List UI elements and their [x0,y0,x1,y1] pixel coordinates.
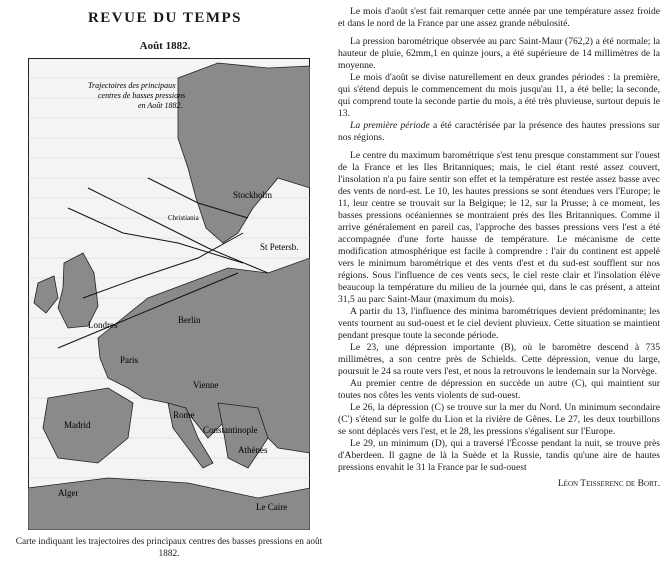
map-label-athenes: Athènes [238,445,268,455]
period-lead: La première période [350,120,430,131]
map-label-londres: Londres [88,320,118,330]
map-label-paris: Paris [120,355,138,365]
page-title: REVUE DU TEMPS [87,10,243,26]
map-label-madrid: Madrid [64,420,91,430]
paragraph: A partir du 13, l'influence des minima barométriques devient prédominante; les vents tournent au sud-ouest et le ciel devient pluvieux. Cette situation se maintient pendant presque toute la seconde période. [338,306,660,341]
period-text: a été caractérisée par la présence des hautes pressions sur nos régions. [338,120,661,143]
paragraph: Le 23, une dépression importante (B), où le baromètre descend à 735 millimètres, a son centre près de Schields. Cette dépression, venue du large, poursuit le 24 sa route vers l'est, et nous la retrouvons le lendemain sur la Norvège. [338,342,660,377]
article-body [338,6,660,578]
paragraph [338,120,660,144]
map-label-st-petersbourg: St Petersb. [260,242,299,252]
figure-caption: Carte indiquant les trajectoires des principaux centres des basses pressions en août 1882. [15,537,323,559]
map-label-christiania: Christiania [168,214,199,222]
paragraph: Au premier centre de dépression en succède un autre (C), qui maintient sur toutes nos côtes les vents violents de sud-ouest. [338,378,660,401]
map-label-constantinople: Constantinople [203,425,258,435]
map-label-rome: Rome [173,410,195,420]
paragraph: Le 26, la dépression (C) se trouve sur la mer du Nord. Un minimum secondaire (C') s'étend sur le golfe du Lion et la rivière de Gênes. Le 27, les deux tourbillons se sont déplacés vers l'est, et le 28, les pressions s'égalisent sur l'Europe. [338,402,660,437]
paragraph: Le mois d'août se divise naturellement en deux grandes périodes : la première, qui s'étend depuis le commencement du mois jusqu'au 11, a été belle; la seconde, qui comprend toute la seconde partie du mois, a été très pluvieuse, surtout depuis le 13. [338,72,660,119]
paragraph: La pression barométrique observée au parc Saint-Maur (762,2) a été normale; la hauteur de pluie, 62mm,1 en quinze jours, a été supérieure de 14 millimètres de la moyenne. [338,36,660,71]
page-subtitle: Août 1882. [139,40,191,52]
map-label-vienne: Vienne [193,380,219,390]
left-column [0,0,330,585]
paragraph: Le 29, un minimum (D), qui a traversé l'Écosse pendant la nuit, se trouve près d'Aberdeen. Il gagne de là la Suède et la Russie, tandis qu'une aire de hautes pressions envahit le 31 la France par le sud-ouest [338,438,660,473]
paragraph: Le centre du maximum barométrique s'est tenu presque constamment sur l'ouest de la France et les Iles Britanniques; mais, le ciel étant resté assez couvert, l'insolation n'a pu faire sentir son effet et la température est restée assez basse avec des vents de nord-est. Le 10, les hautes pressions se sont étendues vers l'Europe; le 11, leur centre se trouvait sur la Belgique; le 12, sur la Prusse; à ce moment, les basses pressions océaniennes se montraient près des Iles Britanniques. Comme il arrive généralement en pareil cas, l'approche des basses pressions vers l'est a été accompagnée d'une forte hausse de température. Le mécanisme de cette modification atmosphérique est facile à comprendre : l'air du continent est appelé vers le minimum barométrique et des vents d'est et du sud-est soufflent sur nos régions. Sous l'influence de ces vents secs, le ciel reste clair et l'insolation élève beaucoup la température du milieu de la journée qui, dans le cas présent, a atteint 31,5 au parc Saint-Maur (maximum du mois). [338,150,660,305]
map-label-stockholm: Stockholm [233,190,273,200]
map-label-berlin: Berlin [178,315,201,325]
map-label-le-caire: Le Caire [256,502,288,512]
map-label-alger: Alger [58,488,79,498]
author-signature: Léon Teisserenc de Bort. [557,478,660,489]
paragraph: Le mois d'août s'est fait remarquer cette année par une température assez froide et dans le nord de la France par une assez grande nébulosité. [338,6,660,29]
map-inset-title: Trajectoires des principaux centres de basses pressions en Août 1882. [88,81,186,110]
weather-map-figure [28,58,310,530]
